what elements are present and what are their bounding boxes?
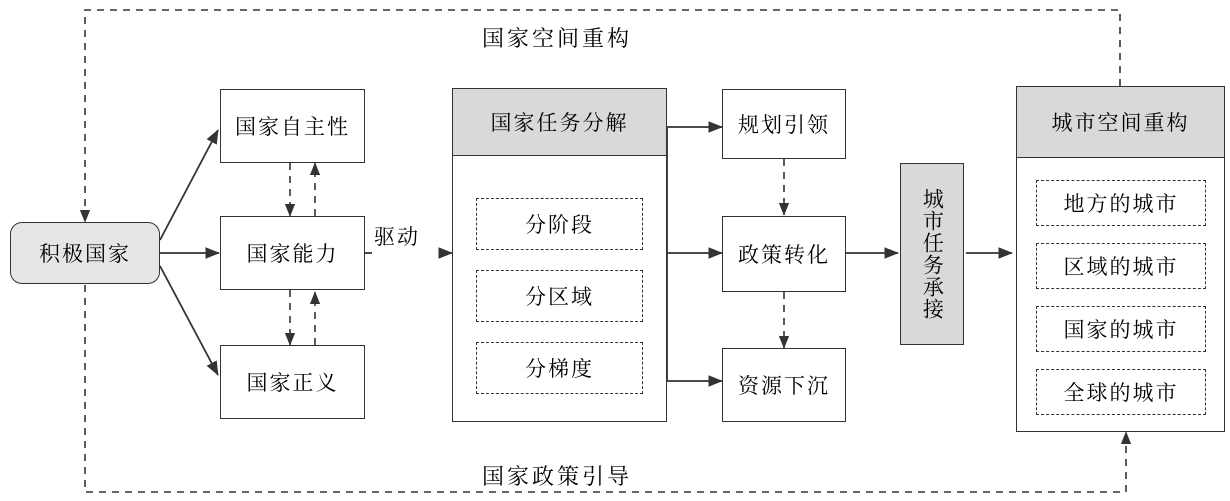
node-policy-transformation-label: 政策转化	[738, 243, 830, 267]
node-state-autonomy[interactable]	[220, 89, 365, 163]
node-state-autonomy-label: 国家自主性	[235, 115, 350, 139]
node-city-task-undertaking-label: 城市任务承接	[920, 188, 945, 320]
node-task-by-phase-label: 分阶段	[525, 213, 594, 237]
node-task-by-region-label: 分区域	[525, 285, 594, 309]
node-task-by-region[interactable]	[476, 270, 643, 322]
group-urban-restructuring-title: 城市空间重构	[1051, 111, 1190, 135]
node-local-city-label: 地方的城市	[1063, 192, 1179, 216]
node-state-capacity-label: 国家能力	[246, 242, 339, 266]
node-task-by-tier-label: 分梯度	[525, 357, 594, 381]
node-national-city[interactable]	[1036, 306, 1206, 352]
node-city-task-undertaking[interactable]	[900, 163, 964, 345]
node-local-city[interactable]	[1036, 180, 1206, 226]
edge-label-drive: 驱动	[374, 225, 420, 249]
node-active-state[interactable]	[10, 222, 160, 284]
node-active-state-label: 积极国家	[39, 242, 131, 266]
node-state-justice[interactable]	[220, 345, 365, 419]
node-planning-lead[interactable]	[722, 89, 846, 159]
node-task-by-phase[interactable]	[476, 198, 643, 250]
node-resource-devolution[interactable]	[722, 348, 846, 422]
node-resource-devolution-label: 资源下沉	[738, 374, 830, 398]
node-national-city-label: 国家的城市	[1063, 318, 1179, 342]
node-state-capacity[interactable]	[220, 216, 365, 290]
group-task-decomposition-header[interactable]	[452, 88, 667, 156]
caption-top: 国家空间重构	[482, 26, 633, 51]
node-planning-lead-label: 规划引领	[738, 113, 830, 137]
node-state-justice-label: 国家正义	[246, 371, 339, 395]
node-regional-city[interactable]	[1036, 243, 1206, 289]
caption-bottom: 国家政策引导	[482, 464, 633, 489]
group-task-decomposition-title: 国家任务分解	[490, 111, 629, 135]
group-urban-restructuring-header[interactable]	[1016, 86, 1225, 158]
node-regional-city-label: 区域的城市	[1063, 255, 1179, 279]
node-global-city[interactable]	[1036, 369, 1206, 415]
node-policy-transformation[interactable]	[722, 216, 846, 292]
node-global-city-label: 全球的城市	[1063, 381, 1179, 405]
node-task-by-tier[interactable]	[476, 342, 643, 394]
